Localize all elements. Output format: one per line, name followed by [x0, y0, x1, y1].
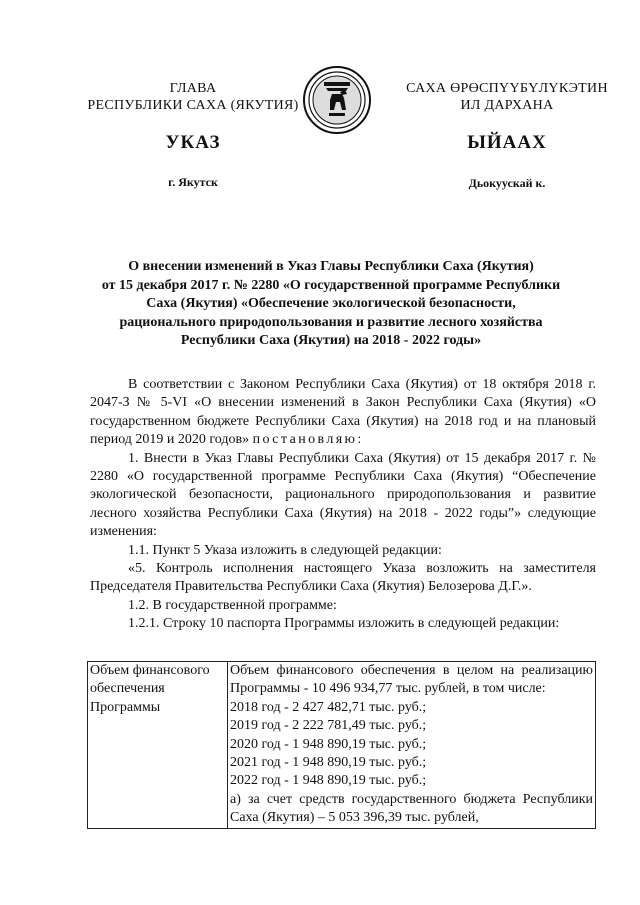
- clause-5-text: «5. Контроль исполнения настоящего Указа возложить на заместителя Председателя Правительства Республики Саха (Якутия) Белозерова Д.Г.».: [90, 561, 596, 595]
- preamble-paragraph: [90, 376, 596, 450]
- row-value-cell: [228, 662, 596, 829]
- funding-year: 2022 год - 1 948 890,19 тыс. руб.;: [230, 773, 427, 789]
- title-line: О внесении изменений в Указ Главы Республики Саха (Якутия): [128, 259, 534, 274]
- title-line: рационального природопользования и развитие лесного хозяйства: [119, 314, 543, 330]
- preamble-text: В соответствии с Законом Республики Саха (Якутия) от 18 октября 2018 г. 2047-З № 5-VI «О внесении изменений в Закон Республики Саха (Якутия) «О государственном бюджете Республики Саха (Якутия) на 2018 год и на плановый период 2019 и 2020 годов»: [90, 377, 596, 448]
- issuer-line-2-yakut: ИЛ ДАРХАНА: [460, 98, 554, 113]
- issuer-header-yakut: [392, 80, 622, 114]
- clause-1-2: 1.2. В государственной программе:: [128, 597, 337, 613]
- city-russian: г. Якутск: [168, 175, 218, 189]
- funding-year: 2019 год - 2 222 781,49 тыс. руб.;: [230, 718, 427, 734]
- coat-of-arms-emblem: [302, 64, 372, 136]
- clause-1-2-1: 1.2.1. Строку 10 паспорта Программы изложить в следующей редакции:: [128, 616, 560, 632]
- document-type-russian: УКАЗ: [165, 132, 221, 153]
- funding-total: Объем финансового обеспечения в целом на реализацию Программы - 10 496 934,77 тыс. рублей, в том числе:: [230, 663, 593, 697]
- city-yakut: Дьокуускай к.: [468, 176, 546, 190]
- title-line: от 15 декабря 2017 г. № 2280 «О государственной программе Республики: [101, 277, 561, 293]
- title-line: Республики Саха (Якутия) на 2018 - 2022 годы»: [180, 333, 482, 348]
- document-type-yakut: ЫЙААХ: [467, 132, 547, 153]
- title-line: Саха (Якутия) «Обеспечение экологической безопасности,: [146, 296, 516, 311]
- issuer-header-russian: [78, 80, 308, 114]
- issuer-line-2: РЕСПУБЛИКИ САХА (ЯКУТИЯ): [87, 98, 299, 113]
- funding-year: 2018 год - 2 427 482,71 тыс. руб.;: [230, 699, 427, 715]
- issuer-line-1-yakut: САХА ӨРӨСПҮҮБҮЛҮКЭТИН: [406, 81, 608, 96]
- decree-body: [90, 376, 596, 634]
- funding-year: 2020 год - 1 948 890,19 тыс. руб.;: [230, 736, 427, 752]
- issuer-line-1: ГЛАВА: [169, 81, 217, 96]
- funding-year: 2021 год - 1 948 890,19 тыс. руб.;: [230, 755, 427, 771]
- decree-title: [80, 258, 582, 351]
- program-passport-table: [87, 661, 596, 829]
- resolution-word: постановляю:: [252, 432, 364, 448]
- table-row: [88, 662, 596, 829]
- clause-1: 1. Внести в Указ Главы Республики Саха (Якутия) от 15 декабря 2017 г. № 2280 «О государственной программе Республики Саха (Якутия) “Обеспечение экологической безопасности, рационального природопользования и развитие лесного хозяйства Республики Саха (Якутия) на 2018 - 2022 годы”» следующие изменения:: [90, 450, 596, 540]
- clause-1-1: 1.1. Пункт 5 Указа изложить в следующей редакции:: [128, 542, 442, 558]
- row-header-cell: Объем финансового обеспечения Программы: [88, 662, 228, 829]
- funding-source-a: а) за счет средств государственного бюджета Республики Саха (Якутия) – 5 053 396,39 тыс. рублей,: [230, 791, 593, 826]
